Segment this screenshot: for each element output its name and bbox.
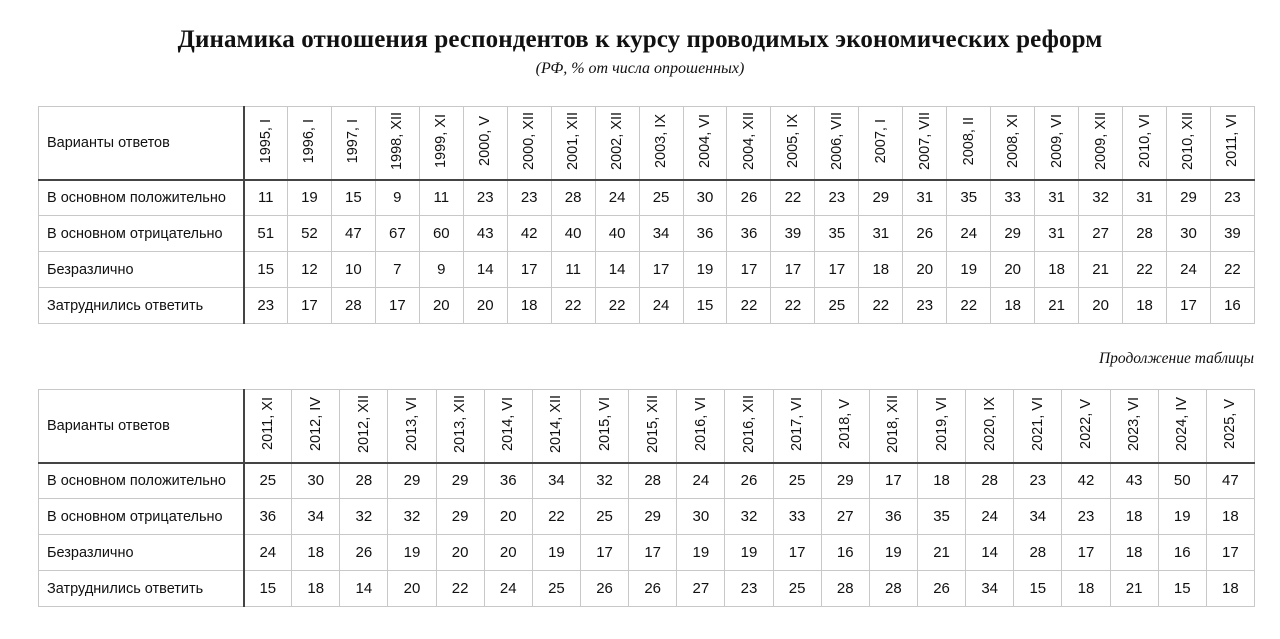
period-header-cell [463,107,507,180]
period-header-cell [1035,107,1079,180]
period-label: 2016, XII [740,394,757,453]
value-cell: 33 [991,180,1035,216]
value-cell: 22 [436,571,484,607]
row-label-cell: Безразлично [39,535,244,571]
value-cell: 22 [771,288,815,324]
page-title: Динамика отношения респондентов к курсу проводимых экономических реформ [177,26,1103,53]
value-cell: 20 [463,288,507,324]
value-cell: 18 [1110,535,1158,571]
value-cell: 30 [1167,216,1211,252]
value-cell: 26 [725,463,773,499]
value-cell: 28 [1123,216,1167,252]
period-label: 2002, XII [609,111,626,170]
table-row [39,463,1255,499]
value-cell: 23 [507,180,551,216]
value-cell: 24 [966,499,1014,535]
value-cell: 22 [551,288,595,324]
value-cell: 15 [1014,571,1062,607]
period-header-cell [287,107,331,180]
value-cell: 20 [388,571,436,607]
period-header-cell [917,390,965,463]
value-cell: 25 [532,571,580,607]
value-cell: 21 [917,535,965,571]
value-cell: 28 [331,288,375,324]
value-cell: 28 [340,463,388,499]
value-cell: 29 [821,463,869,499]
header-label-cell: Варианты ответов [39,107,244,180]
value-cell: 15 [331,180,375,216]
value-cell: 22 [1123,252,1167,288]
period-label: 2019, VI [933,396,950,451]
period-label: 1997, I [345,118,362,163]
value-cell: 36 [683,216,727,252]
value-cell: 32 [580,463,628,499]
value-cell: 20 [484,499,532,535]
period-header-cell [580,390,628,463]
value-cell: 50 [1158,463,1206,499]
value-cell: 28 [821,571,869,607]
row-label-cell: Затруднились ответить [39,571,244,607]
value-cell: 22 [532,499,580,535]
value-cell: 20 [419,288,463,324]
table-row [39,535,1255,571]
value-cell: 24 [595,180,639,216]
value-cell: 16 [1210,288,1254,324]
value-cell: 20 [484,535,532,571]
value-cell: 40 [551,216,595,252]
period-header-cell [639,107,683,180]
value-cell: 23 [463,180,507,216]
value-cell: 34 [532,463,580,499]
period-label: 2008, II [960,116,977,165]
period-label: 2007, VII [916,111,933,170]
value-cell: 17 [1167,288,1211,324]
value-cell: 19 [725,535,773,571]
value-cell: 18 [292,535,340,571]
value-cell: 35 [947,180,991,216]
page-subtitle: (РФ, % от числа опрошенных) [535,60,745,77]
period-label: 2017, VI [789,396,806,451]
period-label: 2004, XII [740,111,757,170]
value-cell: 20 [991,252,1035,288]
value-cell: 17 [815,252,859,288]
period-label: 2015, XII [644,394,661,453]
value-cell: 24 [484,571,532,607]
value-cell: 18 [507,288,551,324]
period-label: 2006, VII [828,111,845,170]
row-label-cell: В основном отрицательно [39,216,244,252]
period-header-cell [388,390,436,463]
value-cell: 24 [947,216,991,252]
value-cell: 30 [683,180,727,216]
period-header-cell [1062,390,1110,463]
value-cell: 25 [639,180,683,216]
period-header-cell [859,107,903,180]
value-cell: 39 [771,216,815,252]
row-label-cell: В основном отрицательно [39,499,244,535]
value-cell: 29 [436,499,484,535]
period-header-cell [331,107,375,180]
table-header-row [39,107,1255,180]
value-cell: 18 [1110,499,1158,535]
period-label: 2003, IX [653,113,670,168]
period-label: 2021, VI [1029,396,1046,451]
table-row [39,499,1255,535]
period-header-cell [1123,107,1167,180]
table-row [39,252,1255,288]
value-cell: 17 [773,535,821,571]
value-cell: 9 [419,252,463,288]
value-cell: 15 [244,571,292,607]
value-cell: 14 [463,252,507,288]
value-cell: 17 [869,463,917,499]
period-label: 2023, VI [1126,396,1143,451]
value-cell: 32 [725,499,773,535]
value-cell: 29 [859,180,903,216]
reform-attitude-table-1 [38,106,1255,324]
value-cell: 28 [629,463,677,499]
value-cell: 14 [340,571,388,607]
period-header-cell [1158,390,1206,463]
value-cell: 18 [1062,571,1110,607]
value-cell: 29 [629,499,677,535]
value-cell: 23 [815,180,859,216]
value-cell: 19 [947,252,991,288]
value-cell: 12 [287,252,331,288]
value-cell: 11 [419,180,463,216]
period-header-cell [1079,107,1123,180]
value-cell: 20 [903,252,947,288]
period-label: 2011, XI [259,397,276,451]
value-cell: 18 [1123,288,1167,324]
value-cell: 15 [244,252,288,288]
period-header-cell [991,107,1035,180]
period-header-cell [629,390,677,463]
value-cell: 36 [244,499,292,535]
value-cell: 47 [331,216,375,252]
value-cell: 31 [859,216,903,252]
value-cell: 29 [388,463,436,499]
period-label: 2010, XII [1180,111,1197,170]
period-label: 2004, VI [697,113,713,168]
period-label: 2001, XII [565,111,582,170]
value-cell: 19 [869,535,917,571]
value-cell: 26 [727,180,771,216]
period-label: 1998, XII [389,111,406,170]
period-label: 2011, VI [1224,114,1241,168]
value-cell: 25 [773,463,821,499]
value-cell: 19 [388,535,436,571]
period-label: 2014, VI [500,396,517,451]
value-cell: 18 [292,571,340,607]
period-label: 2013, XII [452,394,469,453]
period-header-cell [1206,390,1254,463]
value-cell: 43 [463,216,507,252]
row-label-cell: В основном положительно [39,463,244,499]
value-cell: 32 [1079,180,1123,216]
period-label: 2022, V [1077,398,1094,449]
value-cell: 25 [580,499,628,535]
value-cell: 23 [903,288,947,324]
period-header-cell [966,390,1014,463]
value-cell: 19 [287,180,331,216]
value-cell: 42 [507,216,551,252]
value-cell: 19 [677,535,725,571]
value-cell: 9 [375,180,419,216]
value-cell: 22 [771,180,815,216]
value-cell: 22 [947,288,991,324]
value-cell: 23 [1062,499,1110,535]
row-label-cell: Затруднились ответить [39,288,244,324]
period-label: 2020, IX [981,396,998,451]
value-cell: 51 [244,216,288,252]
value-cell: 16 [1158,535,1206,571]
value-cell: 29 [1167,180,1211,216]
period-label: 2007, I [872,118,889,163]
value-cell: 60 [419,216,463,252]
period-header-cell [821,390,869,463]
value-cell: 34 [1014,499,1062,535]
period-header-cell [869,390,917,463]
value-cell: 34 [966,571,1014,607]
value-cell: 26 [629,571,677,607]
period-header-cell [484,390,532,463]
value-cell: 36 [727,216,771,252]
value-cell: 17 [629,535,677,571]
row-label-cell: Безразлично [39,252,244,288]
value-cell: 17 [287,288,331,324]
value-cell: 24 [677,463,725,499]
value-cell: 17 [580,535,628,571]
value-cell: 22 [595,288,639,324]
value-cell: 21 [1110,571,1158,607]
period-label: 2008, XI [1004,113,1021,168]
period-label: 2000, V [477,115,494,166]
table-row [39,180,1255,216]
value-cell: 28 [551,180,595,216]
value-cell: 26 [903,216,947,252]
value-cell: 29 [436,463,484,499]
value-cell: 19 [532,535,580,571]
value-cell: 14 [595,252,639,288]
value-cell: 25 [244,463,292,499]
value-cell: 21 [1079,252,1123,288]
value-cell: 67 [375,216,419,252]
table-row [39,288,1255,324]
header-label-cell: Варианты ответов [39,390,244,463]
value-cell: 23 [244,288,288,324]
value-cell: 19 [683,252,727,288]
value-cell: 17 [771,252,815,288]
value-cell: 36 [869,499,917,535]
value-cell: 25 [815,288,859,324]
value-cell: 23 [1210,180,1254,216]
value-cell: 30 [292,463,340,499]
value-cell: 24 [639,288,683,324]
period-header-cell [815,107,859,180]
period-header-cell [947,107,991,180]
period-label: 2025, V [1222,398,1239,449]
value-cell: 15 [1158,571,1206,607]
value-cell: 35 [815,216,859,252]
value-cell: 23 [725,571,773,607]
value-cell: 11 [244,180,288,216]
value-cell: 28 [869,571,917,607]
value-cell: 47 [1206,463,1254,499]
value-cell: 34 [639,216,683,252]
value-cell: 17 [727,252,771,288]
period-header-cell [1210,107,1254,180]
row-label-cell: В основном положительно [39,180,244,216]
value-cell: 31 [1035,216,1079,252]
period-header-cell [1014,390,1062,463]
value-cell: 20 [436,535,484,571]
value-cell: 52 [287,216,331,252]
period-header-cell [419,107,463,180]
period-label: 2018, V [837,398,854,449]
period-label: 2012, IV [307,396,324,451]
value-cell: 22 [859,288,903,324]
value-cell: 31 [903,180,947,216]
period-header-cell [375,107,419,180]
value-cell: 21 [1035,288,1079,324]
table-row [39,571,1255,607]
value-cell: 27 [821,499,869,535]
period-label: 1996, I [301,118,318,163]
period-header-cell [683,107,727,180]
value-cell: 28 [1014,535,1062,571]
value-cell: 17 [1062,535,1110,571]
period-header-cell [244,390,292,463]
value-cell: 22 [727,288,771,324]
value-cell: 18 [1035,252,1079,288]
period-label: 2012, XII [355,394,372,453]
value-cell: 18 [917,463,965,499]
value-cell: 31 [1035,180,1079,216]
period-label: 2005, IX [784,113,801,168]
table-continuation-note: Продолжение таблицы [1098,350,1254,367]
value-cell: 15 [683,288,727,324]
value-cell: 22 [1210,252,1254,288]
period-header-cell [292,390,340,463]
value-cell: 23 [1014,463,1062,499]
period-header-cell [532,390,580,463]
value-cell: 26 [580,571,628,607]
value-cell: 7 [375,252,419,288]
value-cell: 30 [677,499,725,535]
value-cell: 24 [244,535,292,571]
value-cell: 17 [1206,535,1254,571]
value-cell: 19 [1158,499,1206,535]
value-cell: 28 [966,463,1014,499]
period-header-cell [771,107,815,180]
value-cell: 17 [507,252,551,288]
value-cell: 40 [595,216,639,252]
period-label: 1999, XI [433,113,450,168]
period-header-cell [595,107,639,180]
value-cell: 14 [966,535,1014,571]
value-cell: 34 [292,499,340,535]
period-header-cell [677,390,725,463]
table-header-row [39,390,1255,463]
value-cell: 35 [917,499,965,535]
value-cell: 24 [1167,252,1211,288]
period-header-cell [507,107,551,180]
period-label: 2018, XII [885,394,902,453]
value-cell: 11 [551,252,595,288]
value-cell: 25 [773,571,821,607]
period-label: 2024, IV [1174,396,1191,451]
value-cell: 27 [677,571,725,607]
value-cell: 32 [388,499,436,535]
value-cell: 29 [991,216,1035,252]
period-label: 2013, VI [403,396,420,451]
reform-attitude-table-2 [38,389,1255,607]
period-label: 2010, VI [1136,113,1153,168]
value-cell: 10 [331,252,375,288]
value-cell: 18 [1206,499,1254,535]
value-cell: 18 [991,288,1035,324]
value-cell: 26 [917,571,965,607]
period-header-cell [903,107,947,180]
period-label: 1995, I [257,118,274,163]
value-cell: 16 [821,535,869,571]
period-label: 2009, XII [1092,111,1109,170]
value-cell: 43 [1110,463,1158,499]
value-cell: 33 [773,499,821,535]
period-header-cell [725,390,773,463]
period-header-cell [1167,107,1211,180]
value-cell: 20 [1079,288,1123,324]
period-header-cell [340,390,388,463]
period-label: 2000, XII [521,111,538,170]
period-label: 2015, VI [596,396,613,451]
value-cell: 32 [340,499,388,535]
value-cell: 17 [639,252,683,288]
period-header-cell [727,107,771,180]
value-cell: 27 [1079,216,1123,252]
value-cell: 42 [1062,463,1110,499]
value-cell: 18 [1206,571,1254,607]
value-cell: 39 [1210,216,1254,252]
period-header-cell [244,107,288,180]
period-header-cell [436,390,484,463]
value-cell: 26 [340,535,388,571]
value-cell: 31 [1123,180,1167,216]
period-header-cell [551,107,595,180]
value-cell: 17 [375,288,419,324]
period-label: 2014, XII [548,394,565,453]
period-label: 2016, VI [692,396,709,451]
period-header-cell [773,390,821,463]
period-label: 2009, VI [1048,113,1065,168]
table-row [39,216,1255,252]
period-header-cell [1110,390,1158,463]
value-cell: 18 [859,252,903,288]
value-cell: 36 [484,463,532,499]
